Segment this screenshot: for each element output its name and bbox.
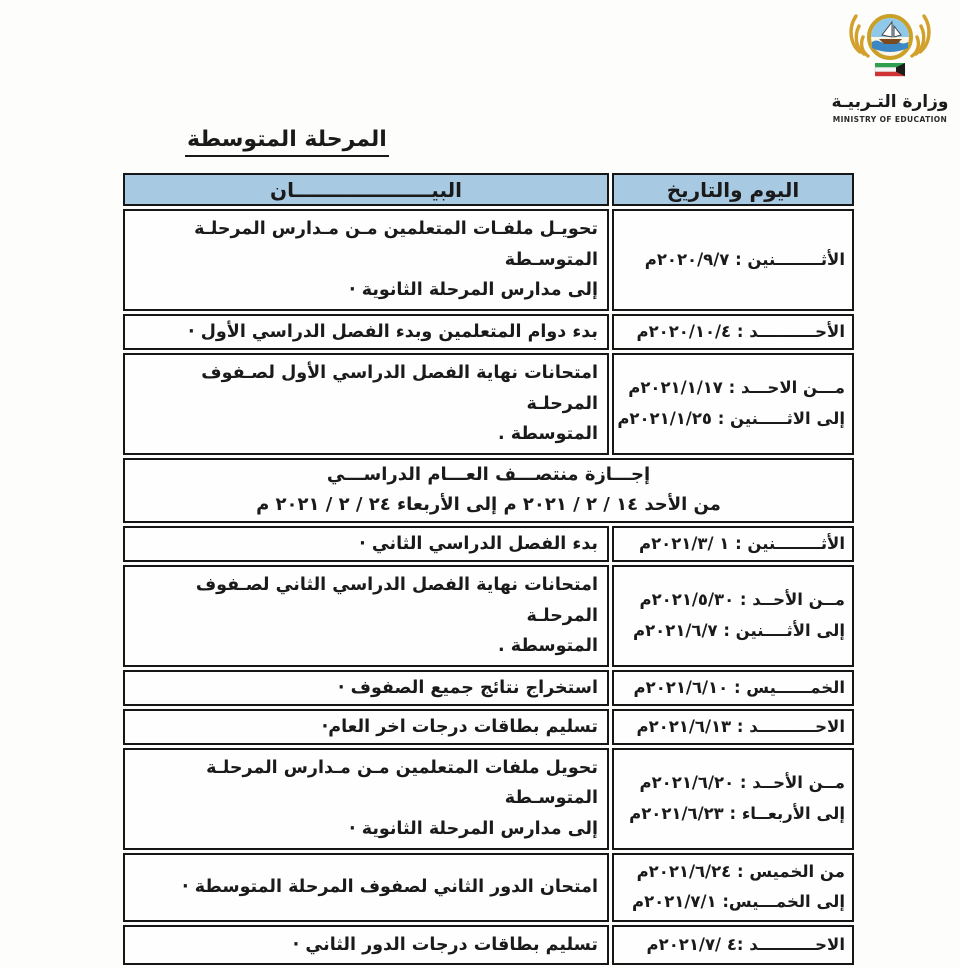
description-line: امتحانات نهاية الفصل الدراسي الأول لصـفوف المرحلـة (201, 362, 598, 414)
ministry-logo (828, 6, 952, 124)
table-row (123, 853, 854, 922)
description-cell (123, 748, 609, 850)
date-cell: الأثــــــــنين : ١ /٢٠٢١/٣م (612, 526, 854, 562)
table-row (123, 209, 854, 311)
description-cell: تسليم بطاقات درجات اخر العام· (123, 709, 609, 745)
header-day-date: اليوم والتاريخ (612, 173, 854, 206)
description-cell (123, 565, 609, 667)
page-title: المرحلة المتوسطة (185, 127, 389, 157)
vacation-dates: من الأحد ١٤ / ٢ / ٢٠٢١ م إلى الأربعاء ٢٤ / ٢ / ٢٠٢١ م (256, 494, 721, 516)
date-cell (612, 353, 854, 455)
date-cell (612, 748, 854, 850)
date-from: مــن الأحــد : ٢٠٢١/٦/٢٠م (639, 773, 845, 793)
date-to: إلى الأثــــنين : ٢٠٢١/٦/٧م (633, 620, 845, 640)
description-cell: بدء الفصل الدراسي الثاني · (123, 526, 609, 562)
date-cell: الأحــــــــــد : ٢٠٢٠/١٠/٤م (612, 314, 854, 350)
description-line: المتوسطة . (497, 636, 598, 657)
vacation-cell (123, 458, 854, 523)
date-from: مــن الأحــد : ٢٠٢١/٥/٣٠م (639, 590, 845, 610)
date-cell (612, 565, 854, 667)
description-line: المتوسطة . (497, 424, 598, 445)
table-header-row (123, 173, 854, 206)
schedule-table (120, 170, 857, 968)
description-line: تحويل ملفات المتعلمين مـن مـدارس المرحلـة المتوسـطة (206, 757, 598, 809)
description-cell: تسليم بطاقات درجات الدور الثاني · (123, 925, 609, 965)
ministry-name-arabic: وزارة التـربيـة (831, 92, 949, 112)
date-cell: الخمــــــيس : ٢٠٢١/٦/١٠م (612, 670, 854, 706)
date-cell: الاحــــــــــد : ٢٠٢١/٦/١٣م (612, 709, 854, 745)
description-line: إلى مدارس المرحلة الثانوية · (348, 819, 598, 840)
date-to: إلى الأربعــاء : ٢٠٢١/٦/٢٣م (629, 803, 845, 823)
vacation-title: إجـــازة منتصـــف العـــام الدراســـي (326, 463, 651, 485)
table-row (123, 748, 854, 850)
kuwait-moe-emblem-icon (842, 71, 938, 90)
table-row (123, 565, 854, 667)
date-from: من الخميس : ٢٠٢١/٦/٢٤م (636, 861, 845, 881)
header-description: البيــــــــــــــــــــان (123, 173, 609, 206)
description-line: إلى مدارس المرحلة الثانوية · (348, 280, 598, 301)
description-cell: امتحان الدور الثاني لصفوف المرحلة المتوسطة · (123, 853, 609, 922)
description-cell (123, 353, 609, 455)
table-row (123, 670, 854, 706)
description-cell: بدء دوام المتعلمين وبدء الفصل الدراسي الأول · (123, 314, 609, 350)
ministry-name-english: MINISTRY OF EDUCATION (832, 115, 948, 124)
description-line: تحويـل ملفـات المتعلمين مـن مـدارس المرحلـة المتوسـطة (194, 219, 598, 270)
table-row (123, 353, 854, 455)
date-cell: الأثــــــــنين : ٢٠٢٠/٩/٧م (612, 209, 854, 311)
date-cell: الاحــــــــــد :٤ /٢٠٢١/٧م (612, 925, 854, 965)
description-cell: استخراج نتائج جميع الصفوف · (123, 670, 609, 706)
table-row (123, 709, 854, 745)
description-cell (123, 209, 609, 311)
vacation-row (123, 458, 854, 523)
date-cell (612, 853, 854, 922)
table-row (123, 925, 854, 965)
table-row (123, 314, 854, 350)
date-from: مـــن الاحـــد : ٢٠٢١/١/١٧م (628, 378, 845, 398)
description-line: امتحانات نهاية الفصل الدراسي الثاني لصـفوف المرحلـة (195, 574, 598, 626)
date-to: إلى الاثـــــنين : ٢٠٢١/١/٢٥م (617, 408, 845, 428)
table-row (123, 526, 854, 562)
date-to: إلى الخمـــيس: ٢٠٢١/٧/١م (632, 892, 845, 912)
